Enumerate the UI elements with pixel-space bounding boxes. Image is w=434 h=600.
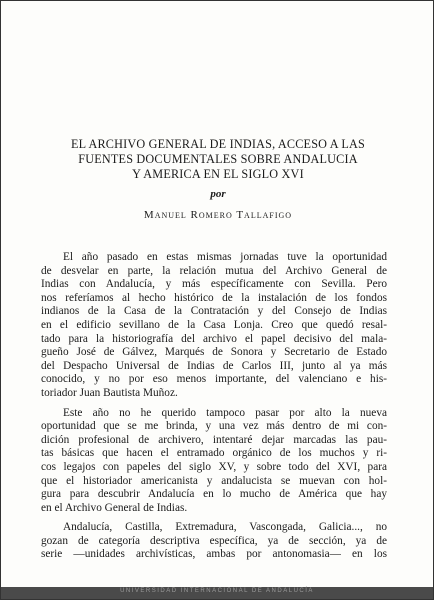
- title-line-3: Y AMERICA EN EL SIGLO XVI: [132, 167, 304, 181]
- paragraph-3: [41, 521, 387, 562]
- text-line: gueño José de Gálvez, Marqués de Sonora y Secretario de Estado: [41, 346, 387, 359]
- text-line: dición profesional de archivero, intentaré dejar marcadas las pau-: [41, 433, 387, 446]
- text-line: Este año no he querido tampoco pasar por alto la nueva: [63, 406, 387, 419]
- text-line: Andalucía, Castilla, Extremadura, Vascongada, Galicia..., no: [63, 521, 387, 534]
- text-line: El año pasado en estas mismas jornadas tuve la oportunidad: [63, 251, 387, 263]
- paragraph-1: [41, 251, 387, 401]
- text-line: indianos de la Casa de la Contratación y del Consejo de Indias: [41, 305, 387, 318]
- text-line: conocido, y no por eso menos importante, del valenciano e his-: [41, 373, 387, 386]
- text-line: Indias con Andalucía, y más específicamente con Sevilla. Pero: [41, 278, 387, 291]
- text-line: del Despacho Universal de Indias de Carlos III, junto al ya más: [41, 359, 387, 372]
- text-line: tas básicas que hacen el entramado orgánico de los muchos y ri-: [41, 447, 387, 460]
- author-name: Manuel Romero Tallafigo: [143, 209, 293, 221]
- text-line: en el Archivo General de Indias.: [41, 501, 188, 514]
- text-line: cos legajos con papeles del siglo XV, y sobre todo del XVI, para: [41, 460, 387, 473]
- text-line: de desvelar en parte, la relación mutua del Archivo General de: [41, 264, 387, 277]
- text-line: serie —unidades archivísticas, ambas por antonomasia— en los: [41, 548, 387, 561]
- text-line: oportunidad que se me brinda, y una vez más dentro de mi con-: [41, 420, 387, 433]
- article-title: [31, 137, 405, 182]
- text-line: nos referíamos al hecho histórico de la instalación de los fondos: [41, 291, 387, 304]
- article-body: [41, 251, 387, 568]
- text-line: tado para la historiografía del archivo el papel decisivo del mala-: [41, 332, 387, 345]
- text-line: en el edificio sevillano de la Casa Lonja. Creo que quedó resal-: [41, 318, 387, 331]
- text-line: gura para descubrir Andalucía en lo mucho de América que hay: [41, 488, 387, 501]
- text-line: gozan de categoría descriptiva específica, ya de sección, ya de: [41, 534, 387, 547]
- text-line: toriador Juan Bautista Muñoz.: [41, 386, 178, 399]
- title-line-1: EL ARCHIVO GENERAL DE INDIAS, ACCESO A LAS: [71, 137, 365, 151]
- paragraph-2: [41, 407, 387, 516]
- footer-watermark-strip: [1, 587, 433, 599]
- byline-por: por: [210, 188, 226, 200]
- text-line: que el historiador americanista y andalucista se muevan con hol-: [41, 474, 387, 487]
- footer-watermark-text: UNIVERSIDAD INTERNACIONAL DE ANDALUCÍA: [120, 588, 314, 594]
- title-line-2: FUENTES DOCUMENTALES SOBRE ANDALUCIA: [78, 152, 358, 166]
